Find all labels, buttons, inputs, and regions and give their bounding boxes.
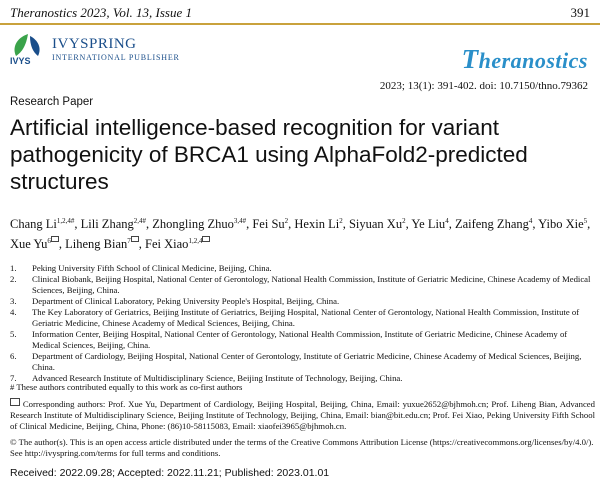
author-affiliation-sup: 1,2,4	[188, 237, 203, 246]
envelope-icon	[10, 398, 20, 406]
author-name[interactable]: Chang Li	[10, 217, 57, 232]
publisher-name: IVYSPRING	[52, 35, 137, 52]
journal-logo-initial: T	[461, 44, 479, 74]
author-affiliation-sup: 3,4#	[233, 217, 247, 225]
journal-logo-rest: heranostics	[478, 48, 588, 73]
affiliation-number: 1.	[10, 263, 17, 273]
ivy-leaf-icon	[8, 32, 48, 66]
affiliation-list	[10, 263, 595, 384]
envelope-icon	[131, 236, 139, 242]
author-affiliation-sup: 2	[284, 217, 289, 225]
author-name[interactable]: Xue Yu	[10, 237, 48, 252]
affiliation-number: 6.	[10, 351, 17, 361]
author-name[interactable]: Ye Liu	[411, 217, 446, 232]
cofirst-note: # These authors contributed equally to this work as co-first authors	[10, 382, 243, 392]
publisher-logo-text: IVYS	[10, 56, 31, 66]
affiliation-number: 4.	[10, 307, 17, 317]
paper-type: Research Paper	[10, 96, 94, 108]
affiliation-text: Clinical Biobank, Beijing Hospital, National Center of Gerontology, National Health Commission, Institute of Geriatric Medicine, Chinese Academy of Medical Sciences, Beijing, China.	[32, 274, 591, 295]
author-name[interactable]: Hexin Li	[294, 217, 340, 232]
affiliation-text: Advanced Research Institute of Multidisciplinary Science, Beijing Institute of Technology, Beijing, China.	[32, 373, 403, 383]
author-name[interactable]: Siyuan Xu	[348, 217, 403, 232]
affiliation-text: Peking University Fifth School of Clinical Medicine, Beijing, China.	[32, 263, 272, 273]
affiliation-text: Department of Cardiology, Beijing Hospital, National Center of Gerontology, Institute of Geriatric Medicine, Chinese Academy of Medical Sciences, Beijing, China.	[32, 351, 582, 372]
publisher-logo[interactable]	[8, 32, 180, 66]
affiliation-item	[10, 307, 595, 329]
page-number: 391	[570, 5, 590, 20]
affiliation-text: Department of Clinical Laboratory, Peking University People's Hospital, Beijing, China.	[32, 296, 340, 306]
author-name[interactable]: Fei Su	[252, 217, 285, 232]
author-affiliation-sup: 7	[127, 237, 131, 246]
author-name[interactable]: Lili Zhang	[80, 217, 134, 232]
affiliation-item	[10, 329, 595, 351]
envelope-icon	[202, 236, 210, 242]
header-rule	[0, 23, 600, 25]
author-name[interactable]: Liheng Bian	[65, 237, 128, 252]
affiliation-item	[10, 274, 595, 296]
author-affiliation-sup: 2,4#	[133, 217, 146, 225]
running-head: Theranostics 2023, Vol. 13, Issue 1	[10, 5, 192, 20]
author-name[interactable]: Zaifeng Zhang	[454, 217, 529, 232]
author-affiliation-sup: 4	[528, 217, 533, 225]
affiliation-number: 3.	[10, 296, 17, 306]
envelope-icon	[51, 236, 59, 242]
author-name[interactable]: Fei Xiao	[145, 237, 189, 252]
affiliation-number: 7.	[10, 373, 17, 383]
author-list: Chang $Li^{1,2,4\#}$, Lili Zhang$^{2,4\#}$, Zhongling Zhuo$^{3,4\#}$, Fei Su$^2$, Hexin Li$^2$, Siyuan Xu$^2$, Ye Liu$^4$, Zaifeng Zhang$^4$, Yibo Xie$^5$, Xue Yu$^6$ , Liheng Bian$^7$ , Fei Xiao$^{1,2,4}$	[10, 217, 591, 252]
author-name[interactable]: Zhongling Zhuo	[152, 217, 234, 232]
author-affiliation-sup: 5	[583, 217, 588, 225]
paper-title: Artificial intelligence-based recognition for variant pathogenicity of BRCA1 using AlphaFold2-predicted structures	[10, 115, 528, 194]
publisher-subtitle: INTERNATIONAL PUBLISHER	[52, 52, 180, 62]
author-affiliation-sup: 2	[339, 217, 343, 225]
affiliation-item	[10, 296, 595, 307]
author-affiliation-sup: 4	[445, 217, 449, 225]
license-note: © The author(s). This is an open access article distributed under the terms of the Creative Commons Attribution License (https://creativecommons.org/licenses/by/4.0/). See http://ivyspring.com/terms for full terms and conditions.	[10, 437, 594, 458]
author-name[interactable]: Yibo Xie	[538, 217, 584, 232]
affiliation-item	[10, 351, 595, 373]
affiliation-text: The Key Laboratory of Geriatrics, Beijing Institute of Geriatrics, Beijing Hospital, National Center of Gerontology, National Health Commission, Institute of Geriatric Medicine, Chinese Academy of Medical Sciences, Beijing, China.	[32, 307, 580, 328]
affiliation-text: Information Center, Beijing Hospital, National Center of Gerontology, National Health Commission, Institute of Geriatric Medicine, Chinese Academy of Medical Sciences, Beijing, China.	[32, 329, 568, 350]
citation-line: 2023; 13(1): 391-402. doi: 10.7150/thno.79362	[379, 80, 588, 92]
affiliation-item	[10, 263, 595, 274]
dates-line: Received: 2022.09.28; Accepted: 2022.11.21; Published: 2023.01.01	[10, 467, 330, 479]
affiliation-number: 5.	[10, 329, 17, 339]
corresponding-text: Corresponding authors: Prof. Xue Yu, Department of Cardiology, Beijing Hospital, Beijing, China, Email: yuxue2652@bjhmoh.cn; Prof. Liheng Bian, Advanced Research Institute of Multidisciplinary Science, Beijing Institute of Technology, Beijing, China, Email: bian@bit.edu.cn; Prof. Fei Xiao, Peking University Fifth School of Clinical Medicine, Beijing, China, Phone: (86)10-58115083, Email: xiaofei3965@bjhmoh.cn.	[10, 399, 596, 431]
corresponding-note	[10, 398, 595, 432]
author-affiliation-sup: 6	[47, 237, 51, 246]
affiliation-number: 2.	[10, 274, 17, 284]
author-affiliation-sup: 1,2,4#	[56, 217, 75, 225]
journal-logo[interactable]	[462, 44, 588, 75]
author-affiliation-sup: 2	[402, 217, 406, 225]
